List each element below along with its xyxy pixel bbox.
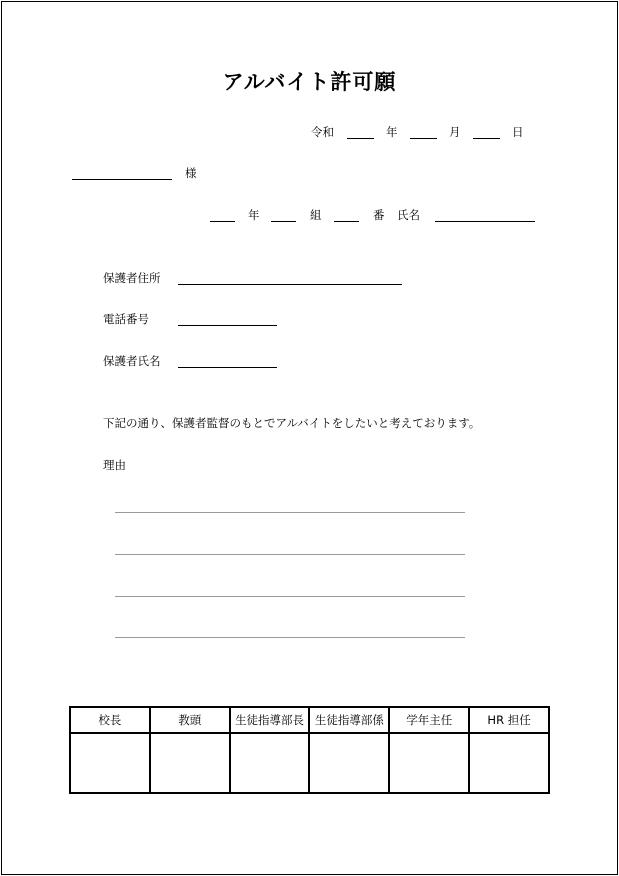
- statement-text: 下記の通り、保護者監督のもとでアルバイトをしたいと考えております。: [103, 416, 481, 430]
- approval-header-grade-head: 学年主任: [389, 707, 469, 733]
- reason-line[interactable]: [115, 554, 465, 555]
- student-class-blank[interactable]: [271, 221, 296, 222]
- date-day-blank[interactable]: [473, 138, 500, 139]
- year-label: 年: [386, 125, 398, 139]
- date-month-blank[interactable]: [410, 138, 437, 139]
- stamp-cell-guidance-head[interactable]: [230, 733, 310, 793]
- guardian-address-label: 保護者住所: [103, 271, 161, 285]
- month-label: 月: [449, 125, 461, 139]
- stamp-cell-principal[interactable]: [70, 733, 150, 793]
- stamp-cell-grade-head[interactable]: [389, 733, 469, 793]
- guardian-address-blank[interactable]: [178, 284, 402, 285]
- phone-label: 電話番号: [103, 312, 149, 326]
- student-year-blank[interactable]: [210, 221, 235, 222]
- phone-blank[interactable]: [178, 325, 277, 326]
- reason-line[interactable]: [115, 512, 465, 513]
- document-title: アルバイト許可願: [222, 70, 397, 94]
- stamp-cell-guidance-staff[interactable]: [309, 733, 389, 793]
- student-name-label: 氏名: [397, 208, 420, 222]
- reason-label: 理由: [103, 458, 126, 472]
- approval-header-row: [70, 707, 549, 733]
- approval-header-guidance-head: 生徒指導部長: [230, 707, 310, 733]
- date-year-blank[interactable]: [347, 138, 374, 139]
- approval-header-principal: 校長: [70, 707, 150, 733]
- guardian-name-label: 保護者氏名: [103, 354, 161, 368]
- student-class-label: 組: [310, 208, 322, 222]
- approval-header-homeroom-teacher: HR 担任: [469, 707, 549, 733]
- reason-line[interactable]: [115, 637, 465, 638]
- addressee-blank[interactable]: [72, 179, 172, 180]
- era-label: 令和: [311, 125, 334, 139]
- day-label: 日: [512, 125, 524, 139]
- approval-stamp-row: [70, 733, 549, 793]
- student-number-blank[interactable]: [334, 221, 359, 222]
- approval-header-guidance-staff: 生徒指導部係: [309, 707, 389, 733]
- reason-line[interactable]: [115, 596, 465, 597]
- approval-table: [69, 706, 550, 794]
- stamp-cell-homeroom-teacher[interactable]: [469, 733, 549, 793]
- addressee-suffix: 様: [185, 166, 197, 180]
- student-year-label: 年: [248, 208, 260, 222]
- approval-header-vice-principal: 教頭: [150, 707, 230, 733]
- student-number-label: 番: [373, 208, 385, 222]
- stamp-cell-vice-principal[interactable]: [150, 733, 230, 793]
- guardian-name-blank[interactable]: [178, 367, 277, 368]
- student-name-blank[interactable]: [435, 221, 535, 222]
